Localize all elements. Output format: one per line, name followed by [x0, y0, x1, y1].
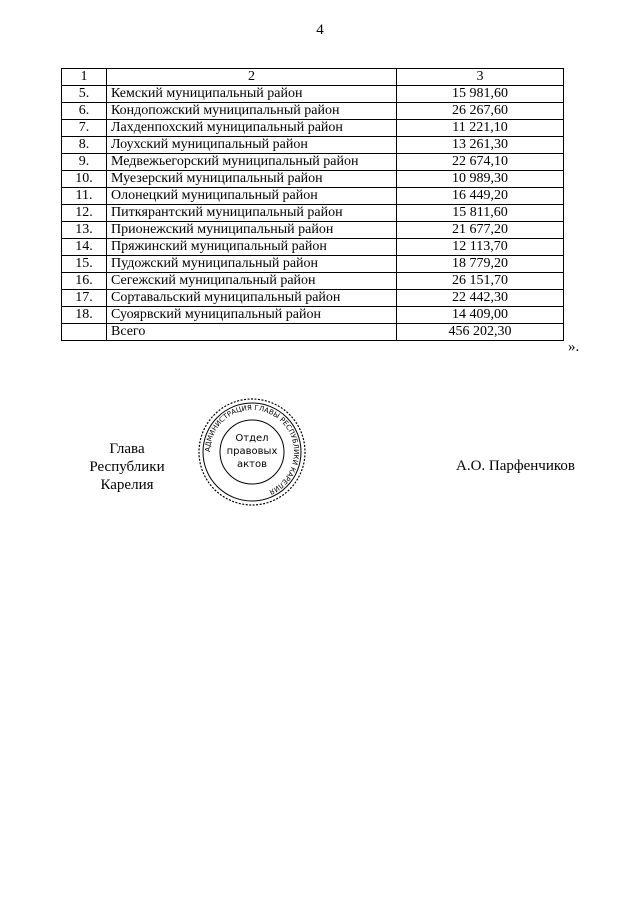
row-name-cell: Лахденпохский муниципальный район [107, 120, 397, 137]
row-value-cell: 21 677,20 [397, 222, 564, 239]
row-number-cell: 18. [62, 307, 107, 324]
row-number-cell: 11. [62, 188, 107, 205]
page-number: 4 [316, 22, 324, 38]
row-value-cell: 10 989,30 [397, 171, 564, 188]
row-number-cell: 6. [62, 103, 107, 120]
row-value-cell: 22 674,10 [397, 154, 564, 171]
table-row [62, 86, 564, 103]
table-row [62, 120, 564, 137]
row-value-cell: 14 409,00 [397, 307, 564, 324]
seal-center-line1: Отдел [235, 433, 269, 444]
row-name-cell: Сегежский муниципальный район [107, 273, 397, 290]
column-header-1: 1 [62, 69, 107, 86]
table-row [62, 188, 564, 205]
closing-quote-mark: ». [568, 339, 580, 355]
row-value-cell: 12 113,70 [397, 239, 564, 256]
row-name-cell: Олонецкий муниципальный район [107, 188, 397, 205]
row-number-cell: 16. [62, 273, 107, 290]
signatory-title-line2: Республики Карелия [89, 459, 165, 493]
table-row [62, 290, 564, 307]
row-name-cell: Прионежский муниципальный район [107, 222, 397, 239]
row-number-cell: 12. [62, 205, 107, 222]
table-row [62, 307, 564, 324]
row-value-cell: 15 811,60 [397, 205, 564, 222]
row-number-cell: 14. [62, 239, 107, 256]
total-value-cell: 456 202,30 [397, 324, 564, 341]
table-row [62, 205, 564, 222]
total-number-cell [62, 324, 107, 341]
row-name-cell: Медвежьегорский муниципальный район [107, 154, 397, 171]
table-row [62, 171, 564, 188]
official-seal-stamp [187, 397, 317, 507]
distribution-table [61, 68, 564, 341]
row-name-cell: Кемский муниципальный район [107, 86, 397, 103]
table-row [62, 239, 564, 256]
row-value-cell: 11 221,10 [397, 120, 564, 137]
row-number-cell: 8. [62, 137, 107, 154]
table-body [62, 86, 564, 324]
row-number-cell: 7. [62, 120, 107, 137]
row-value-cell: 18 779,20 [397, 256, 564, 273]
row-value-cell: 13 261,30 [397, 137, 564, 154]
row-value-cell: 26 267,60 [397, 103, 564, 120]
row-number-cell: 9. [62, 154, 107, 171]
signatory-title-line1: Глава [109, 441, 145, 457]
row-name-cell: Кондопожский муниципальный район [107, 103, 397, 120]
column-header-3: 3 [397, 69, 564, 86]
row-value-cell: 15 981,60 [397, 86, 564, 103]
row-number-cell: 17. [62, 290, 107, 307]
column-header-2: 2 [107, 69, 397, 86]
seal-ring-text: АДМИНИСТРАЦИЯ ГЛАВЫ РЕСПУБЛИКИ КАРЕЛИЯ [203, 403, 301, 496]
signatory-title [61, 440, 193, 494]
table-header-row [62, 69, 564, 86]
table-row [62, 222, 564, 239]
total-label-cell: Всего [107, 324, 397, 341]
signatory-name: А.О. Парфенчиков [456, 458, 575, 474]
row-name-cell: Муезерский муниципальный район [107, 171, 397, 188]
row-number-cell: 13. [62, 222, 107, 239]
row-number-cell: 10. [62, 171, 107, 188]
table-row [62, 154, 564, 171]
row-value-cell: 16 449,20 [397, 188, 564, 205]
table-row [62, 103, 564, 120]
table-row [62, 137, 564, 154]
row-name-cell: Суоярвский муниципальный район [107, 307, 397, 324]
row-value-cell: 26 151,70 [397, 273, 564, 290]
row-name-cell: Сортавальский муниципальный район [107, 290, 397, 307]
table-total-row [62, 324, 564, 341]
row-value-cell: 22 442,30 [397, 290, 564, 307]
row-name-cell: Пудожский муниципальный район [107, 256, 397, 273]
row-name-cell: Лоухский муниципальный район [107, 137, 397, 154]
row-number-cell: 15. [62, 256, 107, 273]
table-row [62, 273, 564, 290]
seal-center-line3: актов [236, 459, 268, 470]
row-name-cell: Питкярантский муниципальный район [107, 205, 397, 222]
table-row [62, 256, 564, 273]
row-number-cell: 5. [62, 86, 107, 103]
seal-center-line2: правовых [226, 446, 278, 457]
row-name-cell: Пряжинский муниципальный район [107, 239, 397, 256]
